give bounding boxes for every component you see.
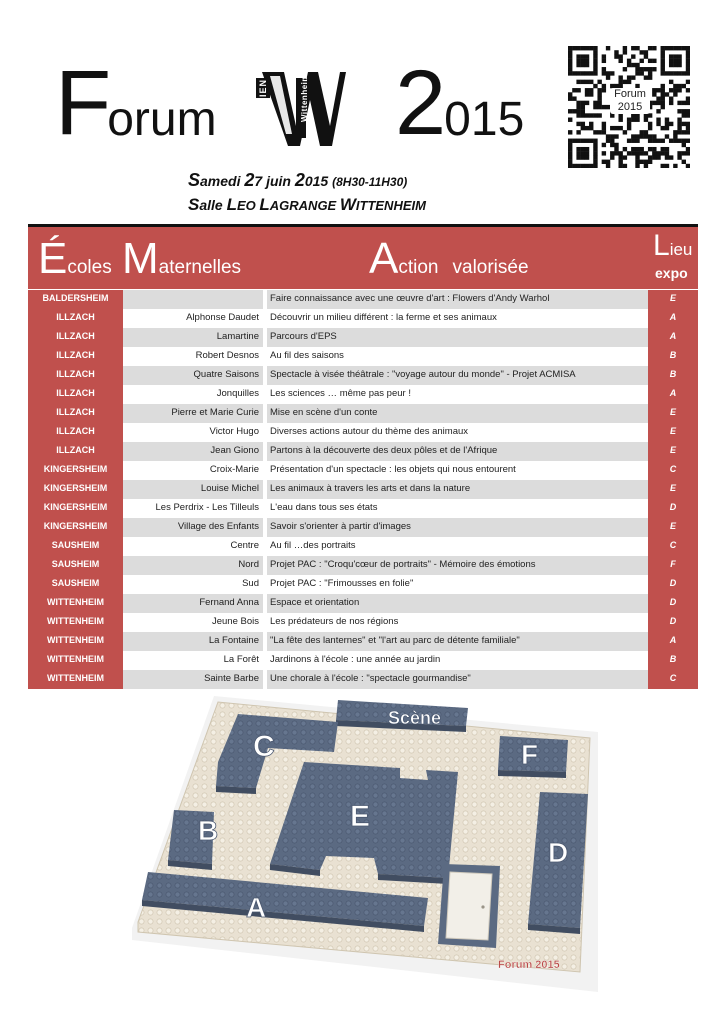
cell-lieu: C <box>648 537 698 556</box>
cell-school: Sud <box>123 575 263 594</box>
cell-lieu: E <box>648 290 698 309</box>
col-header-lieu <box>653 231 692 261</box>
cell-school: Jeune Bois <box>123 613 263 632</box>
cell-city: KINGERSHEIM <box>28 518 123 537</box>
cell-action: Les sciences … même pas peur ! <box>267 385 648 404</box>
cell-lieu: E <box>648 518 698 537</box>
date-cap-2a: 2 <box>244 170 255 190</box>
table-row <box>28 499 698 518</box>
table-row <box>28 442 698 461</box>
cell-city: KINGERSHEIM <box>28 480 123 499</box>
cell-lieu: A <box>648 632 698 651</box>
cell-lieu: A <box>648 309 698 328</box>
table-row <box>28 480 698 499</box>
cell-lieu: B <box>648 651 698 670</box>
event-place <box>188 195 426 215</box>
cell-school: La Forêt <box>123 651 263 670</box>
cell-lieu: E <box>648 404 698 423</box>
table-row <box>28 328 698 347</box>
cell-school: Nord <box>123 556 263 575</box>
place-part-c: AGRANGE <box>269 198 340 213</box>
place-cap-l1: L <box>226 195 237 214</box>
table-row <box>28 613 698 632</box>
cell-city: ILLZACH <box>28 347 123 366</box>
cell-city: ILLZACH <box>28 385 123 404</box>
cell-action: Au fil …des portraits <box>267 537 648 556</box>
ecoles-initial: É <box>38 234 68 283</box>
cell-city: WITTENHEIM <box>28 594 123 613</box>
map-watermark: Forum 2015 <box>498 959 560 971</box>
table-row <box>28 575 698 594</box>
title-forum-rest: orum <box>107 93 217 146</box>
cell-lieu: F <box>648 556 698 575</box>
cell-action: Une chorale à l'école : "spectacle gourmandise" <box>267 670 648 689</box>
place-part-b: EO <box>236 198 260 213</box>
table-row <box>28 651 698 670</box>
cell-lieu: B <box>648 366 698 385</box>
cell-city: WITTENHEIM <box>28 670 123 689</box>
cell-school: Quatre Saisons <box>123 366 263 385</box>
cell-action: Espace et orientation <box>267 594 648 613</box>
cell-lieu: D <box>648 594 698 613</box>
col-header-maternelles <box>122 234 242 283</box>
table-row <box>28 461 698 480</box>
col-header-expo: expo <box>655 265 688 281</box>
cell-school: Alphonse Daudet <box>123 309 263 328</box>
cell-city: SAUSHEIM <box>28 575 123 594</box>
table-row <box>28 670 698 689</box>
table-row <box>28 537 698 556</box>
qr-label-line-2: 2015 <box>617 101 643 113</box>
cell-school: Centre <box>123 537 263 556</box>
cell-school <box>123 290 263 309</box>
cell-action: Les animaux à travers les arts et dans la nature <box>267 480 648 499</box>
schools-table <box>28 290 698 689</box>
date-part-a: amedi <box>200 173 245 189</box>
date-cap-s: S <box>188 170 201 190</box>
col-header-action <box>369 234 529 283</box>
cell-school: Jonquilles <box>123 385 263 404</box>
table-row <box>28 556 698 575</box>
col-header-ecoles <box>38 234 112 283</box>
table-row <box>28 594 698 613</box>
ien-wittenheim-logo <box>256 68 346 148</box>
cell-lieu: D <box>648 499 698 518</box>
title-forum-initial: F <box>55 52 112 154</box>
cell-action: Projet PAC : "Frimousses en folie" <box>267 575 648 594</box>
table-row <box>28 309 698 328</box>
table-header <box>28 227 698 289</box>
cell-school: Robert Desnos <box>123 347 263 366</box>
maternelles-rest: aternelles <box>158 257 242 278</box>
cell-action: Projet PAC : "Croqu'cœur de portraits" - Mémoire des émotions <box>267 556 648 575</box>
qr-label <box>610 88 650 114</box>
cell-city: SAUSHEIM <box>28 537 123 556</box>
cell-city: ILLZACH <box>28 404 123 423</box>
map-zone-b-label: B <box>198 815 219 846</box>
date-part-b: 7 juin <box>254 173 295 189</box>
cell-school: Louise Michel <box>123 480 263 499</box>
cell-action: Les prédateurs de nos régions <box>267 613 648 632</box>
table-row <box>28 404 698 423</box>
map-zone-d-label: D <box>548 837 569 868</box>
cell-lieu: D <box>648 613 698 632</box>
cell-lieu: E <box>648 442 698 461</box>
cell-school: Croix-Marie <box>123 461 263 480</box>
cell-action: Faire connaissance avec une œuvre d'art : Flowers d'Andy Warhol <box>267 290 648 309</box>
cell-lieu: D <box>648 575 698 594</box>
cell-action: Diverses actions autour du thème des animaux <box>267 423 648 442</box>
cell-city: WITTENHEIM <box>28 632 123 651</box>
cell-action: Présentation d'un spectacle : les objets qui nous entourent <box>267 461 648 480</box>
cell-city: ILLZACH <box>28 423 123 442</box>
cell-lieu: E <box>648 423 698 442</box>
qr-label-line-1: Forum <box>614 88 646 100</box>
cell-city: ILLZACH <box>28 442 123 461</box>
table-row <box>28 290 698 309</box>
cell-school: Les Perdrix - Les Tilleuls <box>123 499 263 518</box>
cell-lieu: B <box>648 347 698 366</box>
event-date <box>188 170 407 191</box>
cell-action: Mise en scène d'un conte <box>267 404 648 423</box>
place-cap-w: W <box>339 195 356 214</box>
cell-school: Sainte Barbe <box>123 670 263 689</box>
cell-action: "La fête des lanternes" et "l'art au parc de détente familiale" <box>267 632 648 651</box>
cell-lieu: A <box>648 385 698 404</box>
action-valorisee: valorisée <box>452 257 529 278</box>
cell-lieu: C <box>648 670 698 689</box>
table-row <box>28 632 698 651</box>
cell-city: SAUSHEIM <box>28 556 123 575</box>
cell-city: KINGERSHEIM <box>28 461 123 480</box>
cell-school: Fernand Anna <box>123 594 263 613</box>
cell-city: KINGERSHEIM <box>28 499 123 518</box>
cell-lieu: C <box>648 461 698 480</box>
place-part-d: ITTENHEIM <box>355 198 426 213</box>
place-part-a: alle <box>199 197 227 213</box>
map-zone-c-label: C <box>253 730 275 763</box>
cell-action: Savoir s'orienter à partir d'images <box>267 518 648 537</box>
cell-school: Lamartine <box>123 328 263 347</box>
title-year-rest: 015 <box>444 93 525 146</box>
logo-wittenheim-text: Wittenheim <box>300 74 309 123</box>
cell-school: La Fontaine <box>123 632 263 651</box>
cell-action: Spectacle à visée théâtrale : "voyage autour du monde" - Projet ACMISA <box>267 366 648 385</box>
table-row <box>28 518 698 537</box>
cell-lieu: A <box>648 328 698 347</box>
lieu-rest: ieu <box>669 240 693 259</box>
table-row <box>28 366 698 385</box>
cell-city: WITTENHEIM <box>28 613 123 632</box>
cell-action: Parcours d'EPS <box>267 328 648 347</box>
cell-action: Découvrir un milieu différent : la ferme et ses animaux <box>267 309 648 328</box>
cell-action: L'eau dans tous ses états <box>267 499 648 518</box>
cell-school: Village des Enfants <box>123 518 263 537</box>
cell-action: Partons à la découverte des deux pôles et de l'Afrique <box>267 442 648 461</box>
maternelles-initial: M <box>122 234 159 283</box>
map-zone-e-label: E <box>350 800 371 833</box>
table-row <box>28 385 698 404</box>
place-cap-s: S <box>188 195 200 214</box>
cell-action: Au fil des saisons <box>267 347 648 366</box>
map-zone-a-label: A <box>246 892 267 923</box>
cell-city: ILLZACH <box>28 309 123 328</box>
date-part-c: 015 <box>304 173 333 189</box>
cell-school: Victor Hugo <box>123 423 263 442</box>
place-cap-l2: L <box>259 195 270 214</box>
cell-lieu: E <box>648 480 698 499</box>
cell-city: ILLZACH <box>28 328 123 347</box>
cell-action: Jardinons à l'école : une année au jardin <box>267 651 648 670</box>
floor-plan <box>128 692 603 992</box>
ecoles-rest: coles <box>67 257 112 278</box>
logo-ien-text: IEN <box>258 79 268 98</box>
action-initial: A <box>369 234 399 283</box>
cell-city: ILLZACH <box>28 366 123 385</box>
event-hours: (8H30-11H30) <box>332 175 408 189</box>
cell-school: Pierre et Marie Curie <box>123 404 263 423</box>
cell-school: Jean Giono <box>123 442 263 461</box>
cell-city: WITTENHEIM <box>28 651 123 670</box>
lieu-initial: L <box>653 229 670 262</box>
title-year-initial: 2 <box>395 52 447 154</box>
table-row <box>28 423 698 442</box>
cell-city: BALDERSHEIM <box>28 290 123 309</box>
table-row <box>28 347 698 366</box>
map-zone-f-label: F <box>521 739 539 770</box>
map-scene-label: Scène <box>388 708 442 728</box>
date-cap-2b: 2 <box>294 170 305 190</box>
action-rest: ction <box>398 257 439 278</box>
